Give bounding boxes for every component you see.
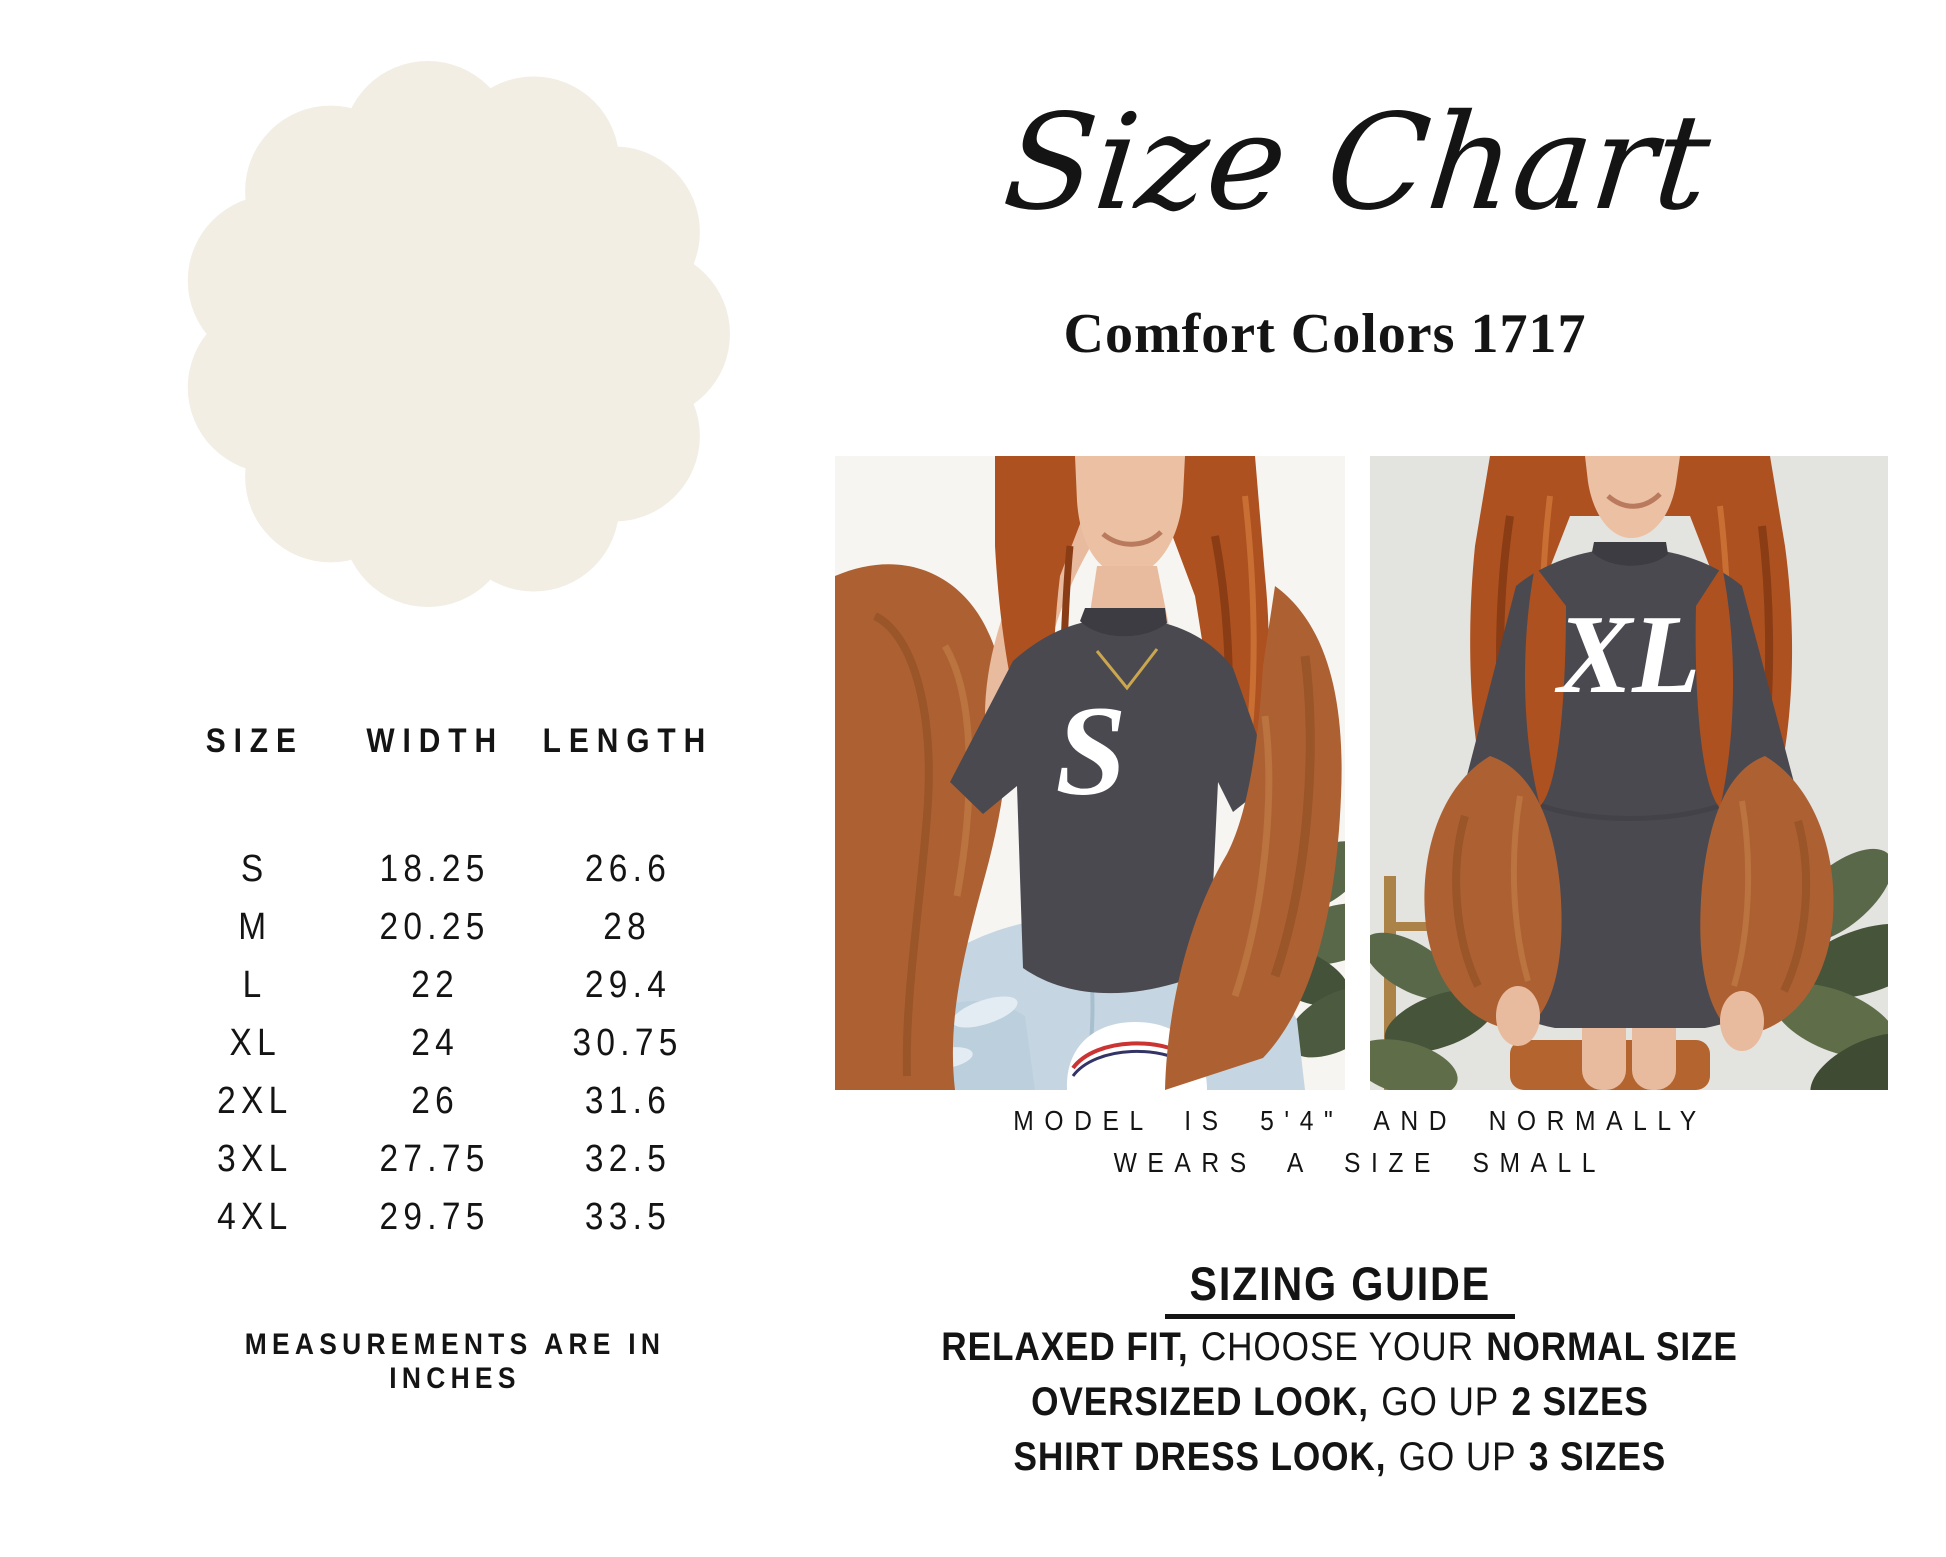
table-row: L 22 29.4 bbox=[243, 963, 671, 1006]
col-header-width: WIDTH bbox=[366, 722, 504, 760]
col-header-size: SIZE bbox=[205, 722, 305, 760]
scalloped-flower-shape bbox=[180, 58, 730, 610]
table-row: 3XL 27.75 32.5 bbox=[217, 1137, 671, 1180]
sizing-guide-line-shirt-dress: SHIRT DRESS LOOK, GO UP 3 SIZES bbox=[1013, 1435, 1667, 1479]
sizing-guide-line-relaxed: RELAXED FIT, CHOOSE YOUR NORMAL SIZE bbox=[941, 1325, 1739, 1369]
sizing-guide-heading: SIZING GUIDE bbox=[840, 1256, 1840, 1319]
model-photo-size-s bbox=[835, 456, 1345, 1090]
page-subtitle: Comfort Colors 1717 bbox=[1063, 303, 1587, 365]
size-table-body bbox=[160, 840, 735, 1246]
model-photo-s-illustration bbox=[835, 456, 1345, 1090]
table-row: M 20.25 28 bbox=[238, 905, 652, 948]
size-table-header bbox=[160, 722, 735, 761]
model-caption bbox=[860, 1100, 1860, 1184]
sizing-guide-lines bbox=[840, 1320, 1840, 1485]
col-header-length: LENGTH bbox=[542, 722, 713, 760]
shirt-size-letter: XL bbox=[1557, 593, 1701, 717]
page-title: Size Chart bbox=[997, 86, 1717, 240]
table-row: XL 24 30.75 bbox=[229, 1021, 683, 1064]
model-photo-xl-illustration bbox=[1370, 456, 1888, 1090]
table-row: 4XL 29.75 33.5 bbox=[217, 1195, 671, 1238]
sizing-guide-line-oversized: OVERSIZED LOOK, GO UP 2 SIZES bbox=[1031, 1380, 1649, 1424]
table-row: S 18.25 26.6 bbox=[241, 847, 671, 890]
shirt-size-letter: S bbox=[1055, 680, 1127, 822]
measurements-note: MEASUREMENTS ARE IN INCHES bbox=[244, 1328, 666, 1395]
model-photo-size-xl bbox=[1370, 456, 1888, 1090]
table-row: 2XL 26 31.6 bbox=[217, 1079, 671, 1122]
model-caption-line1: MODEL IS 5'4" AND NORMALLY bbox=[1013, 1105, 1707, 1136]
model-caption-line2: WEARS A SIZE SMALL bbox=[1113, 1147, 1607, 1178]
